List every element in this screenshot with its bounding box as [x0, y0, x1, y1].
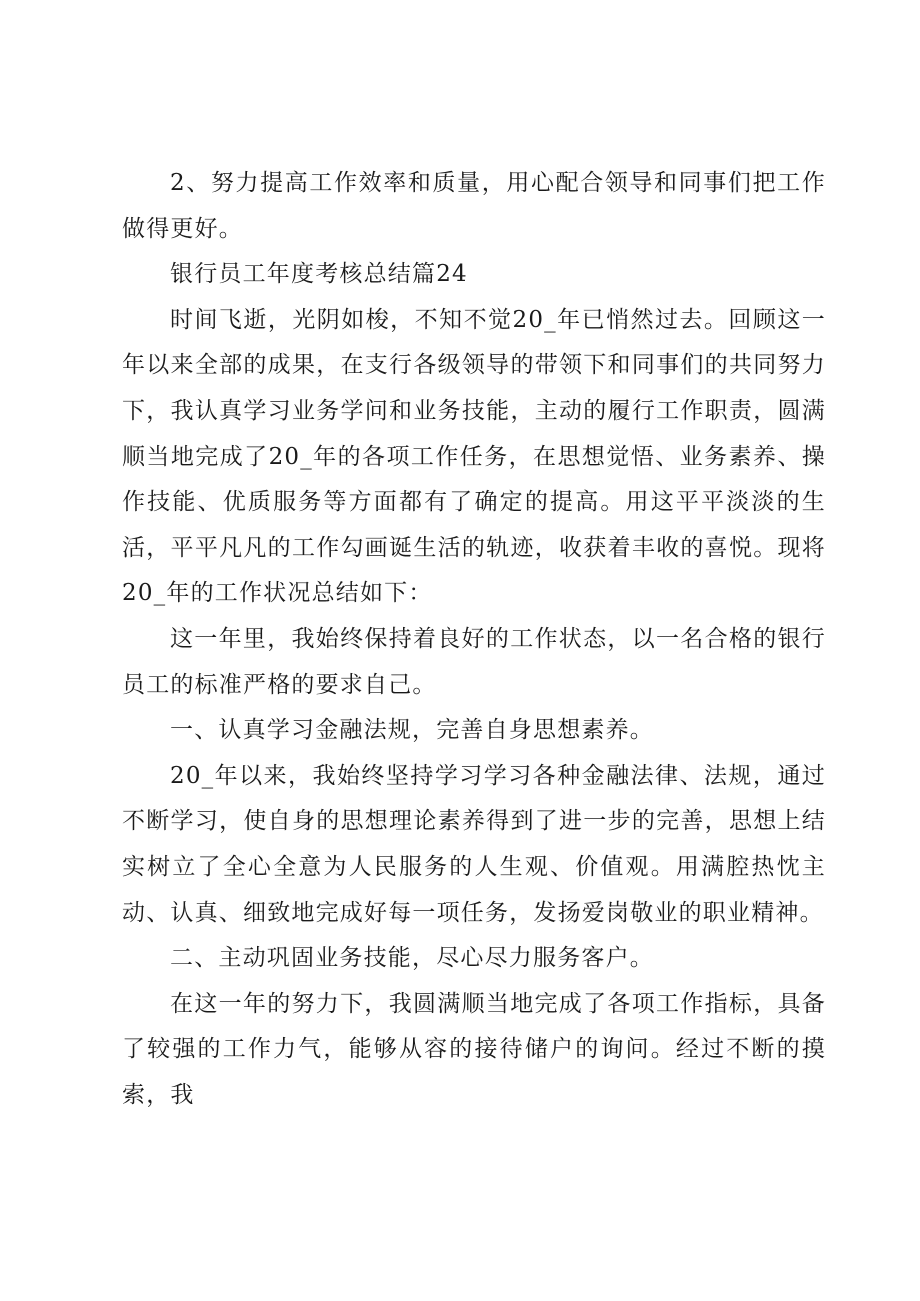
paragraph-service: 在这一年的努力下，我圆满顺当地完成了各项工作指标，具备了较强的工作力气，能够从容的接待储户的询问。经过不断的摸索，我 — [122, 990, 826, 1108]
paragraph-intro: 时间飞逝，光阴如梭，不知不觉20_年已悄然过去。回顾这一年以来全部的成果，在支行各级领导的带领下和同事们的共同努力下，我认真学习业务学问和业务技能，主动的履行工作职责，圆满顺当地完成了20_年的各项工作任务，在思想觉悟、业务素养、操作技能、优质服务等方面都有了确定的提高。用这平平淡淡的生活，平平凡凡的工作勾画诞生活的轨迹，收获着丰收的喜悦。现将20_年的工作状况总结如下： — [122, 306, 826, 607]
subheading-two: 二、主动巩固业务技能，尽心尽力服务客户。 — [170, 945, 654, 972]
document-body — [122, 161, 826, 1118]
subheading-one: 一、认真学习金融法规，完善自身思想素养。 — [170, 717, 654, 744]
section-title: 银行员工年度考核总结篇24 — [170, 261, 468, 288]
paragraph-learning: 20_年以来，我始终坚持学习学习各种金融法律、法规，通过不断学习，使自身的思想理论素养得到了进一步的完善，思想上结实树立了全心全意为人民服务的人生观、价值观。用满腔热忱主动、认真、细致地完成好每一项任务，发扬爱岗敬业的职业精神。 — [122, 762, 826, 926]
paragraph-work-state: 这一年里，我始终保持着良好的工作状态，以一名合格的银行员工的标准严格的要求自己。 — [122, 625, 826, 698]
paragraph-item-2: 2、努力提高工作效率和质量，用心配合领导和同事们把工作做得更好。 — [122, 170, 826, 242]
